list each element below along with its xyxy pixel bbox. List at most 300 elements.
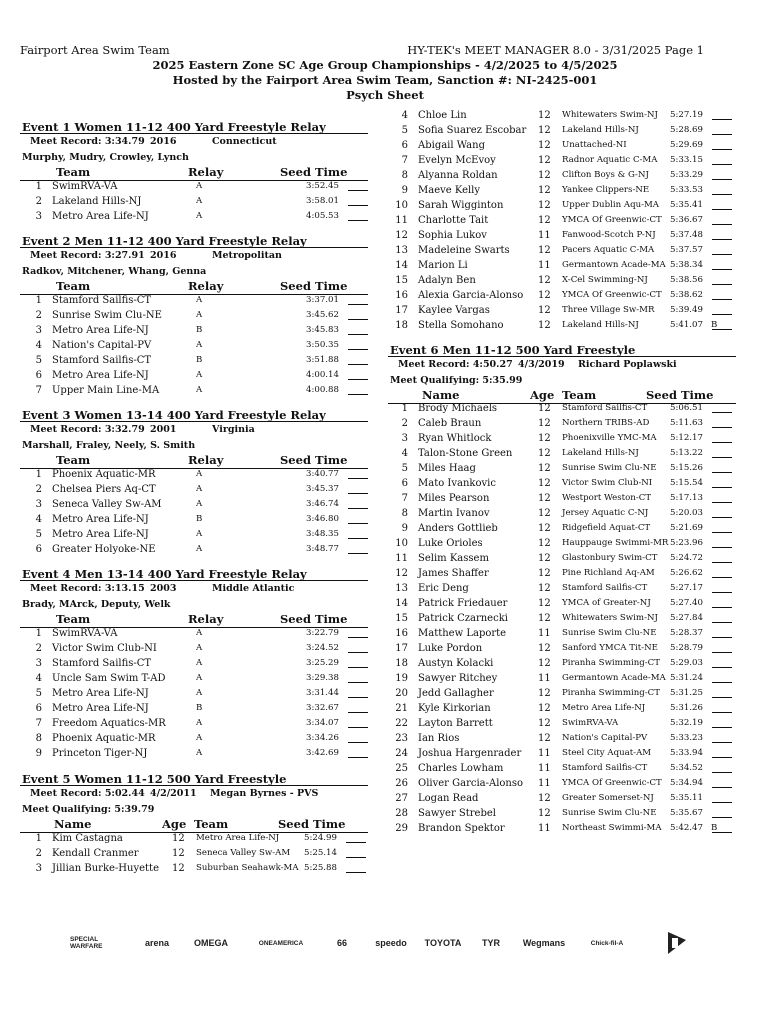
entry-age: 12 xyxy=(538,155,551,166)
entry-rank: 10 xyxy=(395,200,408,211)
event-divider xyxy=(20,785,368,786)
entry-name: Luke Pordon xyxy=(418,643,483,654)
relay-entry-row xyxy=(20,370,368,385)
entry-age: 12 xyxy=(538,568,551,579)
entry-team: Pacers Aquatic C-MA xyxy=(562,245,655,255)
swimmer-entry-row xyxy=(386,733,736,748)
record-year: 2016 xyxy=(150,136,177,147)
entry-seed: 5:27.40 xyxy=(670,598,703,608)
entry-seed: 5:11.63 xyxy=(670,418,703,428)
entry-team: Hauppauge Swimmi-MR xyxy=(562,538,669,548)
entry-rank: 4 xyxy=(35,673,42,684)
swimmer-entry-row xyxy=(386,508,736,523)
swimmer-entry-row xyxy=(386,778,736,793)
entry-age: 12 xyxy=(538,403,551,414)
entry-team: Whitewaters Swim-NJ xyxy=(562,613,658,623)
relay-entry-row xyxy=(20,673,368,688)
entry-blank-line xyxy=(712,230,732,240)
entry-name: Selim Kassem xyxy=(418,553,489,564)
entry-name: Ian Rios xyxy=(418,733,460,744)
entry-team: Pine Richland Aq-AM xyxy=(562,568,655,578)
entry-relay: B xyxy=(196,514,203,524)
entry-blank-line xyxy=(348,673,368,683)
entry-seed: 5:17.13 xyxy=(670,493,703,503)
entry-team: Metro Area Life-NJ xyxy=(562,703,646,713)
entry-name: Ryan Whitlock xyxy=(418,433,492,444)
entry-name: Sawyer Ritchey xyxy=(418,673,498,684)
entry-rank: 23 xyxy=(395,733,408,744)
entry-team: Lakeland Hills-NJ xyxy=(562,125,639,135)
entry-name: Abigail Wang xyxy=(418,140,485,151)
entry-age: 12 xyxy=(172,863,185,874)
entry-seed: 5:39.49 xyxy=(670,305,703,315)
col-relay-header: Relay xyxy=(188,279,224,293)
swimmer-entry-row xyxy=(386,185,736,200)
entry-age: 11 xyxy=(538,260,551,271)
psych-sheet-title: Psych Sheet xyxy=(346,88,424,102)
entry-name: Maeve Kelly xyxy=(418,185,481,196)
record-holder: Richard Poplawski xyxy=(578,359,677,370)
entry-blank-line xyxy=(712,808,732,818)
entry-team: Seneca Valley Sw-AM xyxy=(52,499,162,510)
entry-name: Sarah Wigginton xyxy=(418,200,504,211)
record-year: 2001 xyxy=(150,424,177,435)
entry-seed: 5:32.19 xyxy=(670,718,703,728)
entry-blank-line xyxy=(348,718,368,728)
col-age-header: Age xyxy=(530,388,555,402)
entry-team: Suburban Seahawk-MA xyxy=(196,863,299,873)
entry-rank: 1 xyxy=(401,403,408,414)
entry-rank: 2 xyxy=(35,848,42,859)
entry-rank: 9 xyxy=(401,185,408,196)
event-divider xyxy=(388,356,736,357)
entry-blank-line xyxy=(712,553,732,563)
entry-age: 12 xyxy=(538,523,551,534)
entry-team: Germantown Acade-MA xyxy=(562,673,666,683)
entry-age: 12 xyxy=(538,305,551,316)
entry-name: Charlotte Tait xyxy=(418,215,489,226)
entry-name: Brandon Spektor xyxy=(418,823,505,834)
entry-team: YMCA Of Greenwic-CT xyxy=(562,215,662,225)
entry-rank: 6 xyxy=(35,703,42,714)
entry-age: 12 xyxy=(538,808,551,819)
entry-rank: 2 xyxy=(35,643,42,654)
entry-name: Kaylee Vargas xyxy=(418,305,490,316)
entry-rank: 7 xyxy=(401,155,408,166)
col-seed-header: Seed Time xyxy=(278,817,346,831)
entry-seed: 5:25.14 xyxy=(304,848,337,858)
relay-entry-row xyxy=(20,310,368,325)
swimmer-entry-row xyxy=(386,230,736,245)
event-divider xyxy=(20,580,368,581)
entry-relay: A xyxy=(196,484,203,494)
entry-rank: 13 xyxy=(395,583,408,594)
entry-rank: 9 xyxy=(35,748,42,759)
record-holder: Connecticut xyxy=(212,136,277,147)
entry-rank: 28 xyxy=(395,808,408,819)
entry-name: Layton Barrett xyxy=(418,718,493,729)
entry-blank-line xyxy=(712,125,732,135)
entry-seed: 5:31.24 xyxy=(670,673,703,683)
swimmer-entry-row xyxy=(386,493,736,508)
entry-team: Whitewaters Swim-NJ xyxy=(562,110,658,120)
entry-seed: 5:33.15 xyxy=(670,155,703,165)
entry-relay: A xyxy=(196,370,203,380)
entry-blank-line xyxy=(712,463,732,473)
entry-rank: 6 xyxy=(35,544,42,555)
entry-name: Luke Orioles xyxy=(418,538,483,549)
entry-name: Logan Read xyxy=(418,793,479,804)
entry-team: Clifton Boys & G-NJ xyxy=(562,170,649,180)
entry-team: Lakeland Hills-NJ xyxy=(52,196,142,207)
speedo-logo xyxy=(370,926,412,960)
event-divider xyxy=(20,421,368,422)
entry-blank-line xyxy=(346,848,366,858)
entry-seed: 3:52.45 xyxy=(306,181,339,191)
entry-name: Mato Ivankovic xyxy=(418,478,496,489)
entry-blank-line xyxy=(348,499,368,509)
entry-seed: 3:48.77 xyxy=(306,544,339,554)
event-divider xyxy=(20,247,368,248)
entry-blank-line xyxy=(712,478,732,488)
entry-age: 12 xyxy=(538,275,551,286)
entry-age: 12 xyxy=(538,448,551,459)
entry-seed: 5:21.69 xyxy=(670,523,703,533)
entry-team: Phoenix Aquatic-MR xyxy=(52,733,156,744)
col-seed-header: Seed Time xyxy=(280,165,348,179)
entry-age: 12 xyxy=(538,493,551,504)
entry-seed: 5:29.03 xyxy=(670,658,703,668)
entry-seed: 3:34.26 xyxy=(306,733,339,743)
record-year: 4/2/2011 xyxy=(150,788,197,799)
entry-age: 12 xyxy=(538,703,551,714)
entry-seed: 3:32.67 xyxy=(306,703,339,713)
entry-team: Upper Dublin Aqu-MA xyxy=(562,200,660,210)
swimmer-entry-row xyxy=(386,403,736,418)
entry-age: 12 xyxy=(538,733,551,744)
entry-seed: 5:20.03 xyxy=(670,508,703,518)
entry-age: 12 xyxy=(538,583,551,594)
entry-blank-line xyxy=(348,628,368,638)
entry-seed: 5:27.84 xyxy=(670,613,703,623)
swimmer-entry-row xyxy=(20,848,370,863)
entry-team: SwimRVA-VA xyxy=(52,181,118,192)
entry-seed: 5:38.56 xyxy=(670,275,703,285)
entry-age: 12 xyxy=(538,245,551,256)
entry-rank: 15 xyxy=(395,613,408,624)
entry-team: Freedom Aquatics-MR xyxy=(52,718,166,729)
entry-team: Jersey Aquatic C-NJ xyxy=(562,508,649,518)
entry-team: Northeast Swimmi-MA xyxy=(562,823,662,833)
entry-team: Stamford Sailfis-CT xyxy=(52,658,152,669)
entry-rank: 3 xyxy=(35,211,42,222)
entry-relay: A xyxy=(196,196,203,206)
entry-seed: 5:31.26 xyxy=(670,703,703,713)
entry-relay: A xyxy=(196,211,203,221)
entry-name: Joshua Hargenrader xyxy=(418,748,522,759)
entry-team: YMCA Of Greenwic-CT xyxy=(562,778,662,788)
entry-rank: 3 xyxy=(35,658,42,669)
entry-seed: 5:25.88 xyxy=(304,863,337,873)
entry-blank-line xyxy=(348,295,368,305)
entry-blank-line xyxy=(348,355,368,365)
entry-rank: 1 xyxy=(35,628,42,639)
relay-entry-row xyxy=(20,340,368,355)
entry-rank: 4 xyxy=(35,340,42,351)
entry-relay: A xyxy=(196,733,203,743)
event-title: Event 5 Women 11-12 500 Yard Freestyle xyxy=(22,772,287,786)
arena-logo xyxy=(140,926,174,960)
meet-title: 2025 Eastern Zone SC Age Group Championships - 4/2/2025 to 4/5/2025 xyxy=(152,58,618,72)
entry-rank: 19 xyxy=(395,673,408,684)
entry-seed: 5:24.99 xyxy=(304,833,337,843)
entry-team: Stamford Sailfis-CT xyxy=(52,355,152,366)
entry-team: Chelsea Piers Aq-CT xyxy=(52,484,156,495)
entry-rank: 18 xyxy=(395,320,408,331)
wegmans-logo-text: Wegmans xyxy=(522,938,566,948)
entry-team: Greater Holyoke-NE xyxy=(52,544,156,555)
entry-seed: 5:34.52 xyxy=(670,763,703,773)
oneamerica-logo xyxy=(250,926,312,960)
entry-name: Eric Deng xyxy=(418,583,469,594)
entry-rank: 7 xyxy=(35,718,42,729)
header-team: Fairport Area Swim Team xyxy=(20,43,170,57)
entry-blank-line xyxy=(348,469,368,479)
col-seed-header: Seed Time xyxy=(280,612,348,626)
entry-rank: 8 xyxy=(35,733,42,744)
relay-entry-row xyxy=(20,688,368,703)
entry-name: Alyanna Roldan xyxy=(418,170,498,181)
entry-seed: 3:31.44 xyxy=(306,688,339,698)
entry-rank: 6 xyxy=(35,370,42,381)
entry-relay: B xyxy=(196,355,203,365)
entry-seed: 3:40.77 xyxy=(306,469,339,479)
entry-rank: 2 xyxy=(35,196,42,207)
relay-entry-row xyxy=(20,469,368,484)
record-year: 2003 xyxy=(150,583,177,594)
entry-age: 12 xyxy=(538,200,551,211)
entry-team: Sunrise Swim Clu-NE xyxy=(562,463,657,473)
entry-relay: A xyxy=(196,385,203,395)
event-title: Event 2 Men 11-12 400 Yard Freestyle Relay xyxy=(22,234,307,248)
entry-age: 12 xyxy=(538,463,551,474)
entry-seed: 3:58.01 xyxy=(306,196,339,206)
col-name-header: Name xyxy=(422,388,460,402)
entry-relay: A xyxy=(196,469,203,479)
entry-blank-line xyxy=(712,598,732,608)
entry-rank: 1 xyxy=(35,469,42,480)
entry-age: 11 xyxy=(538,673,551,684)
entry-seed: 5:13.22 xyxy=(670,448,703,458)
entry-team: Princeton Tiger-NJ xyxy=(52,748,148,759)
entry-blank-line xyxy=(712,778,732,788)
col-seed-header: Seed Time xyxy=(280,279,348,293)
entry-blank-line xyxy=(348,325,368,335)
entry-blank-line xyxy=(712,793,732,803)
swimmer-entry-row xyxy=(386,200,736,215)
entry-blank-line xyxy=(712,110,732,120)
entry-seed: 3:46.80 xyxy=(306,514,339,524)
entry-team: Metro Area Life-NJ xyxy=(52,703,149,714)
col-team-header: Team xyxy=(56,612,91,626)
entry-name: Oliver Garcia-Alonso xyxy=(418,778,524,789)
relay-entry-row xyxy=(20,628,368,643)
entry-rank: 1 xyxy=(35,181,42,192)
entry-blank-line xyxy=(346,863,366,873)
entry-rank: 17 xyxy=(395,305,408,316)
entry-team: Greater Somerset-NJ xyxy=(562,793,654,803)
entry-age: 12 xyxy=(538,643,551,654)
entry-blank-line xyxy=(712,718,732,728)
record-holder: Virginia xyxy=(212,424,255,435)
swimmer-entry-row xyxy=(386,568,736,583)
entry-rank: 12 xyxy=(395,230,408,241)
entry-seed: 5:42.47 xyxy=(670,823,703,833)
entry-blank-line xyxy=(348,748,368,758)
entry-team: Lakeland Hills-NJ xyxy=(562,448,639,458)
relay-entry-row xyxy=(20,499,368,514)
entry-rank: 16 xyxy=(395,628,408,639)
entry-name: Alexia Garcia-Alonso xyxy=(418,290,524,301)
entry-seed: 3:37.01 xyxy=(306,295,339,305)
meet-record: Meet Record: 3:13.15 xyxy=(30,583,145,594)
record-relay-names: Brady, MArck, Deputy, Welk xyxy=(22,599,171,610)
entry-rank: 5 xyxy=(401,463,408,474)
swimmer-entry-row xyxy=(386,748,736,763)
entry-blank-line xyxy=(348,211,368,221)
entry-rank: 1 xyxy=(35,833,42,844)
col-age-header: Age xyxy=(162,817,187,831)
entry-blank-line xyxy=(712,185,732,195)
entry-blank-line xyxy=(712,305,732,315)
entry-blank-line xyxy=(348,310,368,320)
omega-logo-text: OMEGA xyxy=(193,938,228,948)
entry-blank-line xyxy=(712,568,732,578)
record-holder: Metropolitan xyxy=(212,250,282,261)
entry-name: Brody Michaels xyxy=(418,403,498,414)
entry-age: 12 xyxy=(538,215,551,226)
entry-name: Talon-Stone Green xyxy=(418,448,513,459)
entry-seed: 5:35.41 xyxy=(670,200,703,210)
entry-rank: 9 xyxy=(401,523,408,534)
event-title: Event 1 Women 11-12 400 Yard Freestyle Relay xyxy=(22,120,326,134)
entry-blank-line xyxy=(712,290,732,300)
entry-name: Anders Gottlieb xyxy=(418,523,498,534)
swimmer-entry-row xyxy=(386,140,736,155)
swimmer-entry-row xyxy=(386,538,736,553)
special-warfare-logo xyxy=(70,926,128,960)
entry-blank-line xyxy=(348,385,368,395)
entry-team: YMCA of Greater-NJ xyxy=(562,598,651,608)
entry-rank: 11 xyxy=(395,215,408,226)
entry-relay: B xyxy=(196,703,203,713)
entry-age: 12 xyxy=(538,793,551,804)
entry-team: Metro Area Life-NJ xyxy=(52,688,149,699)
event-title: Event 6 Men 11-12 500 Yard Freestyle xyxy=(390,343,636,357)
entry-seed: 5:28.37 xyxy=(670,628,703,638)
swimmer-entry-row xyxy=(386,215,736,230)
entry-age: 12 xyxy=(538,290,551,301)
entry-blank-line xyxy=(712,733,732,743)
relay-entry-row xyxy=(20,484,368,499)
entry-blank-line xyxy=(712,418,732,428)
entry-team: Metro Area Life-NJ xyxy=(52,370,149,381)
entry-seed: 3:34.07 xyxy=(306,718,339,728)
entry-age: 12 xyxy=(538,418,551,429)
entry-blank-line xyxy=(712,763,732,773)
entry-seed: 3:46.74 xyxy=(306,499,339,509)
meet-record: Meet Record: 3:27.91 xyxy=(30,250,145,261)
relay-entry-row xyxy=(20,385,368,400)
entry-seed: 5:35.11 xyxy=(670,793,703,803)
swimmer-entry-row xyxy=(386,320,736,335)
entry-relay: A xyxy=(196,544,203,554)
entry-seed: 3:45.83 xyxy=(306,325,339,335)
entry-seed: 3:24.52 xyxy=(306,643,339,653)
entry-name: Sophia Lukov xyxy=(418,230,487,241)
entry-seed: 5:31.25 xyxy=(670,688,703,698)
col-name-header: Name xyxy=(54,817,92,831)
entry-name: Stella Somohano xyxy=(418,320,504,331)
swimmer-entry-row xyxy=(386,523,736,538)
entry-team: Phoenix Aquatic-MR xyxy=(52,469,156,480)
entry-name: Chloe Lin xyxy=(418,110,467,121)
entry-rank: 3 xyxy=(401,433,408,444)
entry-rank: 18 xyxy=(395,658,408,669)
entry-relay: A xyxy=(196,748,203,758)
entry-rank: 3 xyxy=(35,863,42,874)
entry-name: Evelyn McEvoy xyxy=(418,155,496,166)
entry-team: Unattached-NI xyxy=(562,140,627,150)
swimmer-entry-row xyxy=(386,275,736,290)
entry-blank-line xyxy=(346,833,366,843)
entry-bonus-mark: B xyxy=(711,320,718,330)
entry-age: 12 xyxy=(538,320,551,331)
entry-blank-line xyxy=(712,275,732,285)
col-relay-header: Relay xyxy=(188,165,224,179)
entry-rank: 17 xyxy=(395,643,408,654)
swimmer-entry-row xyxy=(20,863,370,878)
swimmer-entry-row xyxy=(386,673,736,688)
swimmer-entry-row xyxy=(386,433,736,448)
entry-blank-line xyxy=(348,733,368,743)
entry-name: Sofia Suarez Escobar xyxy=(418,125,527,136)
entry-seed: 5:27.19 xyxy=(670,110,703,120)
event-title: Event 3 Women 13-14 400 Yard Freestyle Relay xyxy=(22,408,326,422)
entry-rank: 5 xyxy=(401,125,408,136)
entry-rank: 8 xyxy=(401,508,408,519)
meet-host: Hosted by the Fairport Area Swim Team, Sanction #: NI-2425-001 xyxy=(172,73,598,87)
swimmer-entry-row xyxy=(386,583,736,598)
entry-blank-line xyxy=(712,748,732,758)
entry-seed: 5:34.94 xyxy=(670,778,703,788)
entry-blank-line xyxy=(348,643,368,653)
entry-team: Stamford Sailfis-CT xyxy=(562,583,648,593)
entry-seed: 5:27.17 xyxy=(670,583,703,593)
entry-name: Sawyer Strebel xyxy=(418,808,496,819)
entry-seed: 5:24.72 xyxy=(670,553,703,563)
entry-rank: 27 xyxy=(395,793,408,804)
entry-name: Austyn Kolacki xyxy=(418,658,494,669)
record-year: 2016 xyxy=(150,250,177,261)
entry-seed: 3:25.29 xyxy=(306,658,339,668)
relay-entry-row xyxy=(20,355,368,370)
relay-entry-row xyxy=(20,211,368,226)
entry-team: Stamford Sailfis-CT xyxy=(52,295,152,306)
col-relay-header: Relay xyxy=(188,453,224,467)
swimmer-entry-row xyxy=(386,290,736,305)
relay-entry-row xyxy=(20,529,368,544)
